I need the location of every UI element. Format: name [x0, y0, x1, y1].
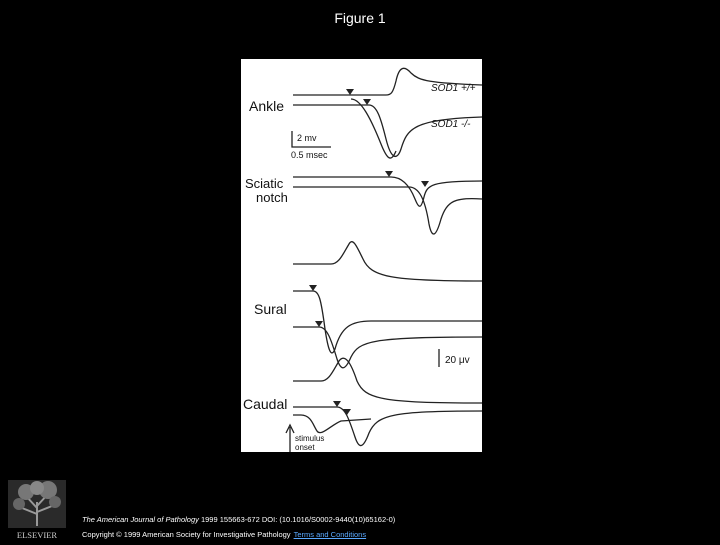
citation-details: 1999 155663-672 DOI: (10.1016/S0002-9440(10)65162-0): [200, 515, 396, 524]
slide-title: Figure 1: [334, 10, 386, 26]
publisher-name: ELSEVIER: [16, 530, 58, 540]
label-scale-msec: 0.5 msec: [291, 150, 328, 160]
caudal-marker-1: [333, 401, 341, 407]
label-sod-wt: SOD1 +/+: [431, 83, 476, 94]
elsevier-logo: [4, 478, 70, 540]
label-sciatic-line2: notch: [256, 190, 288, 205]
ankle-marker-ko: [363, 99, 371, 105]
terms-link[interactable]: Terms and Conditions: [293, 530, 367, 539]
label-scale-uv: 20 μv: [445, 355, 470, 366]
caudal-trace-3: [293, 415, 371, 433]
citation-line: [82, 515, 395, 524]
label-ankle: Ankle: [249, 98, 285, 114]
label-caudal: Caudal: [243, 396, 288, 412]
sciatic-trace-ko: [293, 187, 482, 234]
sural-marker-2: [315, 321, 323, 327]
label-stimulus-line2: onset: [295, 443, 315, 452]
ankle-trace-ko: [293, 105, 482, 156]
ankle-marker-wt: [346, 89, 354, 95]
label-sod-ko: SOD1 -/-: [431, 119, 471, 130]
figure-image: [241, 59, 482, 452]
label-sural: Sural: [254, 301, 287, 317]
label-scale-mv: 2 mv: [297, 133, 317, 143]
sural-trace-1: [293, 242, 482, 281]
sciatic-marker-wt: [385, 171, 393, 177]
label-stimulus-line1: stimulus: [295, 434, 325, 443]
copyright-text: Copyright © 1999 American Society for Investigative Pathology: [82, 530, 291, 539]
label-sciatic-line1: Sciatic: [245, 176, 284, 191]
copyright-line: [82, 530, 366, 539]
sciatic-marker-ko: [421, 181, 429, 187]
sural-marker-1: [309, 285, 317, 291]
journal-name: The American Journal of Pathology: [82, 515, 199, 524]
